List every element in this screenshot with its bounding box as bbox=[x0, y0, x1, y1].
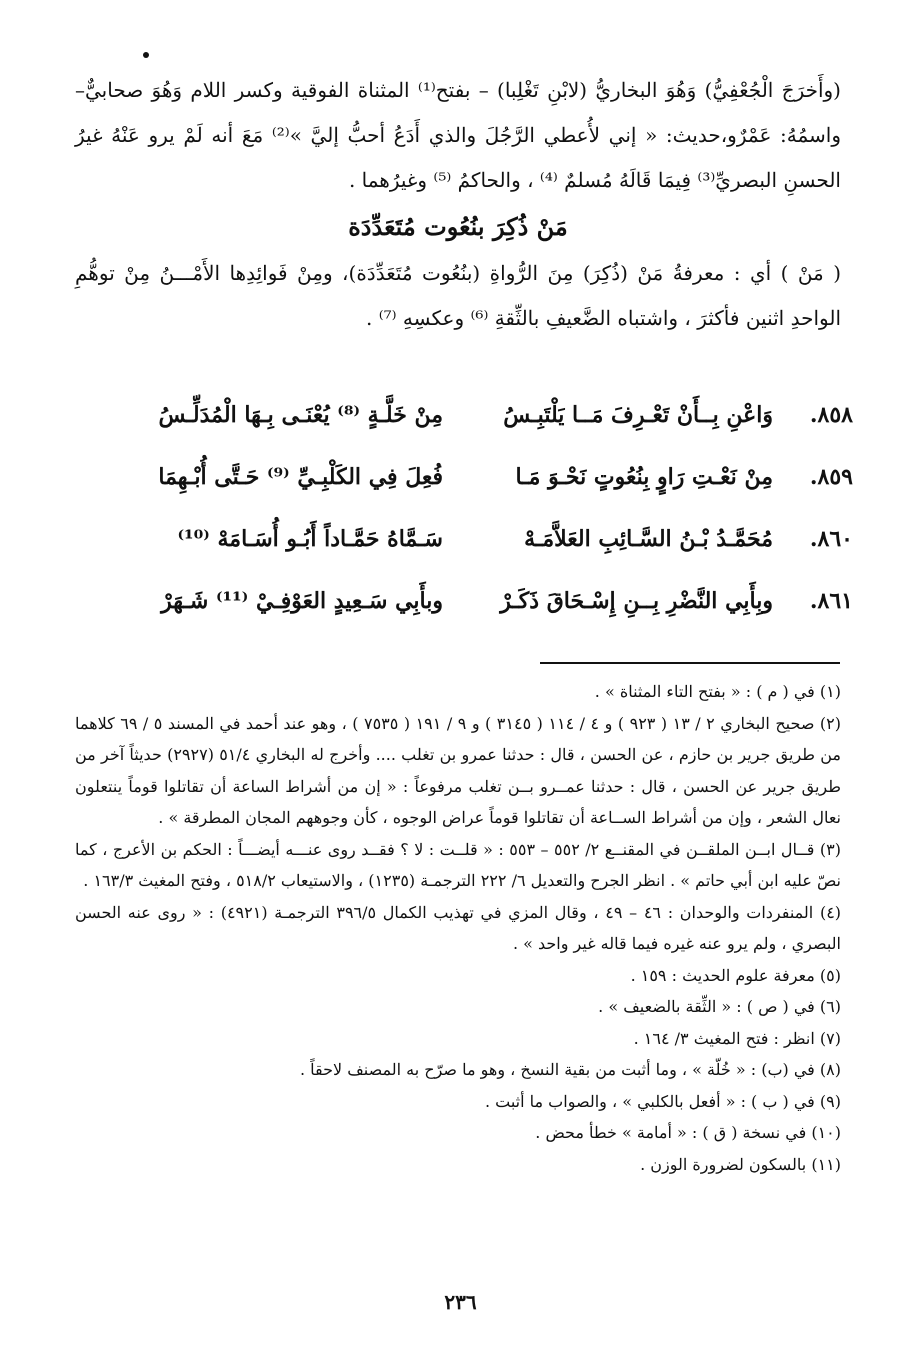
footnote: (٨) في (ب) : « خُلّة » ، وما أثبت من بقية النسخ ، وهو ما صرّح به المصنف لاحقاً . bbox=[299, 1060, 841, 1079]
verse-second-hemistich: فُعِلَ فِي الكَلْبِـيِّ ⁽⁹⁾ حَـتَّى أُبْـهِمَا bbox=[158, 464, 443, 490]
footnote-separator bbox=[540, 662, 840, 664]
footnote: (٢) صحيح البخاري ٢ / ١٣ ( ٩٢٣ ) و ٤ / ١١٤ ( ٣١٤٥ ) و ٩ / ١٩١ ( ٧٥٣٥ ) ، وهو عند أحمد في المسند ٥ / ٦٩ كلاهما من طريق جرير بن حازم ، عن الحسن ، قال : حدثنا عمرو بن تغلب .... وأخرج له البخاري ٥١/٤ (٢٩٢٧) حديثاً آخر من طريق جرير عن الحسن ، قال : حدثنا عمــرو بــن تغلب مرفوعاً : « إن من أشراط الساعة أن تقاتلوا قوماً ينتعلون نعال الشعر ، وإن من أشراط الســاعة أن تقاتلوا قوماً عراض الوجوه ، كأن وجوههم المجان المطرقة » . bbox=[75, 713, 841, 827]
verse-row bbox=[60, 446, 853, 508]
commentary-paragraph-1: (وأَخرَجَ الْجُعْفِيُّ) وَهُوَ البخاريُّ (لابْنِ تَغْلِبا) – بفتح⁽¹⁾ المثناة الفوقية وكسر اللام وَهُوَ صحابيٌّ–واسمُهُ: عَمْرٌو،حديث: « إني لأُعطي الرَّجُلَ والذي أَدَعُ أحبُّ إليَّ »⁽²⁾ مَعَ أنه لَمْ يرو عَنْهُ غيرُ الحسنِ البصريِّ⁽³⁾ فِيمَا قَالَهُ مُسلمٌ ⁽⁴⁾ ، والحاكمُ ⁽⁵⁾ وغيرُهما . bbox=[75, 78, 841, 192]
verse-number: ٨٥٨. bbox=[809, 402, 853, 428]
verse-number: ٨٦١. bbox=[809, 588, 853, 614]
footnote: (٤) المنفردات والوحدان : ٤٦ – ٤٩ ، وقال المزي في تهذيب الكمال ٣٩٦/٥ الترجمـة (٤٩٢١) : « روى عنه الحسن البصري ، ولم يرو عنه غيره فيما قاله غير واحد » . bbox=[75, 902, 842, 953]
ink-dot bbox=[143, 52, 149, 58]
page-number: ٢٣٦ bbox=[444, 1290, 477, 1314]
footnote: (٧) انظر : فتح المغيث ٣/ ١٦٤ . bbox=[633, 1028, 841, 1048]
footnote: (١) في ( م ) : « بفتح التاء المثناة » . bbox=[594, 682, 841, 701]
footnotes bbox=[75, 676, 841, 1180]
section-heading: مَنْ ذُكِرَ بنُعُوت مُتَعَدِّدَة bbox=[348, 212, 568, 241]
verse-number: ٨٦٠. bbox=[809, 526, 853, 552]
commentary-paragraph-2: ( مَنْ ) أي : معرفةُ مَنْ (ذُكِرَ) مِنَ الرُّواةِ (بنُعُوت مُتَعَدِّدَة)، ومِنْ فَوائِدِها الأَمْـــنُ مِنْ توهُّمِ الواحدِ اثنين فأكثرَ ، واشتباه الضَّعيفِ بالثِّقةِ ⁽⁶⁾ وعكسِهِ ⁽⁷⁾ . bbox=[75, 261, 841, 330]
footnote: (١٠) في نسخة ( ق ) : « أمامة » خطأ محض . bbox=[535, 1123, 841, 1142]
verse-second-hemistich: مِنْ خَلَّـةٍ ⁽⁸⁾ يُعْنَـى بِـهَا الْمُدَلِّـسُ bbox=[158, 402, 443, 428]
footnote: (٣) قــال ابــن الملقــن في المقنــع ٢/ ٥٥٢ – ٥٥٣ : « قلــت : لا ؟ فقــد روى عنـــه أيضـــاً : الحكم بن الأعرج ، كما نصّ عليه ابن أبي حاتم » . انظر الجرح والتعديل ٦/ ٢٢٢ الترجمـة (١٢٣٥) ، والاستيعاب ٥١٨/٢ ، وفتح المغيث ١٦٣/٣ . bbox=[75, 839, 841, 890]
verse-second-hemistich: سَـمَّاهُ حَمَّـاداً أَبُـو أُسَـامَهْ ⁽¹⁰⁾ bbox=[177, 526, 443, 552]
verse-row bbox=[60, 570, 853, 632]
main-text bbox=[75, 68, 841, 341]
footnote: (٥) معرفة علوم الحديث : ١٥٩ . bbox=[630, 965, 841, 985]
verse-row bbox=[60, 508, 853, 570]
verse-first-hemistich: مِنْ نَعْـتِ رَاوٍ بِنُعُوتٍ نَحْـوَ مَـا bbox=[515, 464, 773, 490]
verse-row bbox=[60, 384, 853, 446]
verse-number: ٨٥٩. bbox=[809, 464, 853, 490]
footnote: (١١) بالسكون لضرورة الوزن . bbox=[640, 1154, 841, 1174]
verse-first-hemistich: وبِأَبِي النَّضْرِ بِــنِ إِسْـحَاقَ ذَكَـرْ bbox=[500, 588, 773, 614]
verse-first-hemistich: مُحَمَّـدُ بْـنُ السَّـائِبِ العَلاَّمَـهْ bbox=[524, 526, 773, 552]
footnote: (٩) في ( ب ) : « أفعل بالكلبي » ، والصواب ما أثبت . bbox=[484, 1091, 841, 1111]
footnote: (٦) في ( ص ) : « الثِّقة بالضعيف » . bbox=[598, 997, 841, 1016]
verse-second-hemistich: وبأَبِي سَـعِيدٍ العَوْفِـيْ ⁽¹¹⁾ شَـهَرْ bbox=[161, 588, 443, 614]
verse-first-hemistich: وَاعْنِ بِــأَنْ تَعْـرِفَ مَــا يَلْتَبِـسُ bbox=[503, 402, 773, 428]
verse-list bbox=[60, 384, 853, 632]
